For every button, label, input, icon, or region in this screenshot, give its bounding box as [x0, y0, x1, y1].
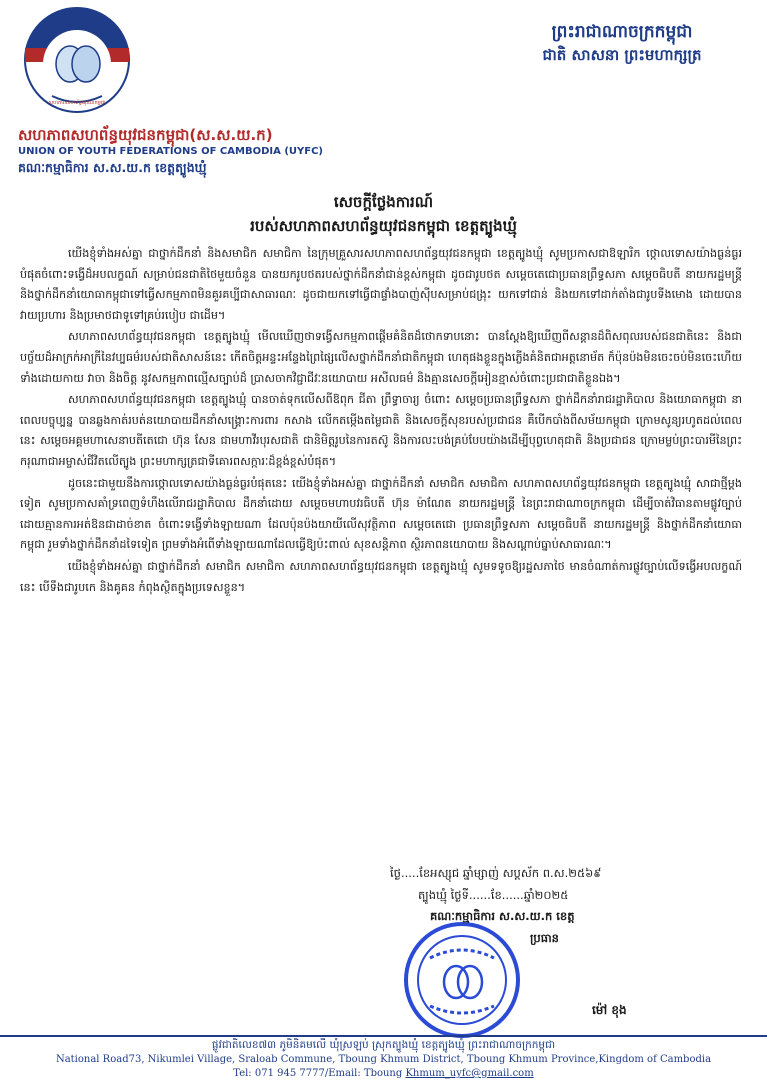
- org-name-km: សហភាពសហព័ន្ធយុវជនកម្ពុជា(ស.ស.យ.ក): [18, 126, 273, 144]
- footer-email[interactable]: Khmum_uyfc@gmail.com: [405, 1068, 534, 1079]
- statement-title: [0, 190, 767, 238]
- footer-address-en: National Road73, Nikumlei Village, Sraloab Commune, Tboung Khmum District, Tboung Khmum Province,Kingdom of Cambodia: [55, 1054, 712, 1065]
- paragraph-4: ដូចនេះជាមួយនឹងការថ្កោលទោសយ៉ាងធ្ងន់ធ្ងរបំផុតនេះ យើងខ្ញុំទាំងអស់គ្នា ជាថ្នាក់ដឹកនាំ សមាជិក សមាជិកា សហភាពសហព័ន្ធយុវជនកម្ពុជា ខេត្តត្បូងឃ្មុំ សាជាថ្មីម្តងទៀត សូមប្រកាសគាំទ្រពេញទំហឹងលើរាជរដ្ឋាភិបាល ដឹកនាំដោយ សម្តេចមហាបវរធិបតី ហ៊ុន ម៉ាណែត នាយករដ្ឋមន្ត្រី នៃព្រះរាជាណាចក្រកម្ពុជា ដើម្បីចាត់វិធានតាមផ្លូវច្បាប់ ដោយគ្មានការអត់ឱនជាដាច់ខាត ចំពោះទង្វើទាំងឡាយណា ដែលប៉ុនប៉ងយាយីលើសុវត្ថិភាព សម្តេចតេជោ ប្រធានព្រឹទ្ធសភា សម្តេចធិបតី នាយករដ្ឋមន្ត្រី និងថ្នាក់ដឹកនាំយោធាកម្ពុជា រួមទាំងថ្នាក់ដឹកនាំដទៃទៀត ព្រមទាំងអំពើទាំងឡាយណាដែលធ្វើឱ្យប៉ះពាល់ សុខសន្តិភាព ស្ថិរភាពនយោបាយ និងសណ្តាប់ធ្នាប់សាធារណៈ។: [20, 476, 742, 552]
- kingdom-title: ព្រះរាជាណាចក្រកម្ពុជា: [551, 22, 693, 42]
- footer-divider: [0, 1035, 767, 1037]
- title-line-1: សេចក្តីថ្លែងការណ៍: [333, 193, 434, 211]
- logo-caption: សហភាពសហព័ន្ធយុវជនកម្ពុជា: [48, 100, 106, 106]
- statement-body: [20, 244, 742, 599]
- title-line-2: របស់សហភាពសហព័ន្ធយុវជនកម្ពុជា ខេត្តត្បូងឃ្មុំ: [250, 217, 517, 235]
- signer-name: ម៉ៅ ខុង: [592, 1003, 627, 1017]
- kingdom-header: [507, 20, 737, 66]
- signature-committee: គណៈកម្មាធិការ ស.ស.យ.ក ខេត្ត: [430, 909, 575, 923]
- signature-role: ប្រធាន: [530, 931, 559, 945]
- uyfc-logo: [18, 4, 136, 122]
- paragraph-5: យើងខ្ញុំទាំងអស់គ្នា ជាថ្នាក់ដឹកនាំ សមាជិក សមាជិកា សហភាពសហព័ន្ធយុវជនកម្ពុជា ខេត្តត្បូងឃ្មុំ សូមទទូចឱ្យរដ្ឋសភាថៃ មានចំណាត់ការផ្លូវច្បាប់លើទង្វើអបលក្ខណ៍នេះ បើទឹងជារូបកេ និងគូគន កំពុងស្ថិតក្នុងប្រទេសខ្លួន។: [20, 559, 742, 594]
- org-name-en: UNION OF YOUTH FEDERATIONS OF CAMBODIA (UYFC): [18, 146, 323, 157]
- footer-phone: Tel: 071 945 7777/Email: Tboung: [233, 1068, 406, 1079]
- footer-contact: [0, 1067, 767, 1081]
- date-block: [390, 862, 750, 906]
- solar-date: ត្បូងឃ្មុំ ថ្ងៃទី......ខែ......ឆ្នាំ២០២៥: [418, 888, 569, 902]
- national-motto: ជាតិ សាសនា ព្រះមហាក្សត្រ: [542, 46, 702, 64]
- organization-header: [18, 126, 378, 177]
- paragraph-2: សហភាពសហព័ន្ធយុវជនកម្ពុជា ខេត្តត្បូងឃ្មុំ មើលឃើញថាទង្វើសកម្មភាពផ្តើមគំនិតដ៏ថោកទាបនោះ បានស្តែងឱ្យឃើញពីសន្តានដ៏ពិសពុលរបស់ជនជាតិនេះ និងជាបច្ច័យដ៏អាក្រក់អាក្រីនៃវប្បធម៌របស់ជាតិសាសន៍នេះ កើតចិត្តអន្ទះអន្ទែងព្រៃផ្សៃលើសថ្នាក់ដឹកនាំជាតិកម្ពុជា ហេតុផងខ្លួនក្នុងភ្លើងគំនិតជាអត្តនោម័ត ក៏ប៉ុនប៉ងមិនចេះចប់មិនចេះហើយ ទាំងដោយកាយ វាចា និងចិត្ត នូវសកម្មភាពល្មើសច្បាប់ដ៏ ប្រាសចាកវិជ្ជាជីវៈនយោបាយ អសីលធម៌ និងគ្មានសេចក្តីអៀនខ្មាស់ចំពោះប្រជាជាតិខ្លួនឯង។: [20, 330, 742, 385]
- footer: [0, 1038, 767, 1081]
- signature-title: [430, 905, 730, 949]
- footer-address-km: ផ្លូវជាតិលេខ៧៣ ភូមិនិគមលើ ឃុំស្រឡប់ ស្រុកត្បូងឃ្មុំ ខេត្តត្បូងឃ្មុំ ព្រះរាជាណាចក្រកម្ពុជា: [211, 1039, 556, 1051]
- committee-name: គណៈកម្មាធិការ ស.ស.យ.ក ខេត្តត្បូងឃ្មុំ: [18, 160, 207, 175]
- paragraph-3: សហភាពសហព័ន្ធយុវជនកម្ពុជា ខេត្តត្បូងឃ្មុំ បានចាត់ទុកលើសពីឱពុក ជីតា ព្រឹទ្ធាចារ្យ ចំពោះ សម្តេចប្រធានព្រឹទ្ធសភា ថ្នាក់ដឹកនាំរាជរដ្ឋាភិបាល និងយោធាកម្ពុជា នាពេលបច្ចុប្បន្ន បានឆ្លងកាត់របត់នយោបាយដឹកនាំសង្គ្រោះការពារ កសាង លើកតម្កើងតម្លៃជាតិ និងសេចក្តីសុខរបស់ប្រជាជន គឺបើកបាំងពីសម័យកម្ពុជា ក្រោមសូន្យរហូតដល់ពេលនេះ សម្តេចអគ្គមហាសេនាបតីតេជោ ហ៊ុន សែន ជាមហាវីរបុរសជាតិ ជានិមិត្តរូបនៃការតស៊ូ និងការលះបង់គ្រប់បែបយ៉ាងដើម្បីបុព្វហេតុជាតិ និងប្រជាជន ក្រោមម្លប់ព្រះបារមីនៃព្រះករុណាជាអម្ចាស់ជីវិតលើត្បូង ព្រះមហាក្សត្រជាទីគោរពសក្ការៈដ៏ខ្ពង់ខ្ពស់បំផុត។: [20, 393, 742, 468]
- lunar-date: ថ្ងៃ.....ខែអស្សុជ ឆ្នាំម្សាញ់ សប្តស័ក ព.ស.២៥៦៩: [390, 866, 602, 880]
- paragraph-1: យើងខ្ញុំទាំងអស់គ្នា ជាថ្នាក់ដឹកនាំ និងសមាជិក សមាជិកា នៃក្រុមគ្រួសារសហភាពសហព័ន្ធយុវជនកម្ពុជា ខេត្តត្បូងឃ្មុំ សូមប្រកាសជាឱឡារិក ថ្កោលទោសយ៉ាងធ្ងន់ធ្ងរបំផុតចំពោះទង្វើដ៏អបលក្ខណ៍ សម្រាប់ជនជាតិថៃមួយចំនួន បានយករូបថតរបស់ថ្នាក់ដឹកនាំជាន់ខ្ពស់កម្ពុជា ដូចជារូបថត សម្តេចតេជោប្រធានព្រឹទ្ធសភា សម្តេចធិបតី នាយករដ្ឋមន្ត្រី និងថ្នាក់ដឹកនាំយោធាកម្ពុជាទៅធ្វើសកម្មភាពមិនគួរគប្បីជាសាធារណៈ ដូចជាយកទៅធ្វើជាផ្ទាំងបាញ់ស៊ីបសម្រាប់ជង្រុះ យកទៅជាន់ និងយកទៅដាក់តាំងជារូបទីងមោង ដោយបានវាយប្រហារ និងប្រមាថជាទូទៅគ្រប់របៀប ជាដើម។: [20, 247, 742, 322]
